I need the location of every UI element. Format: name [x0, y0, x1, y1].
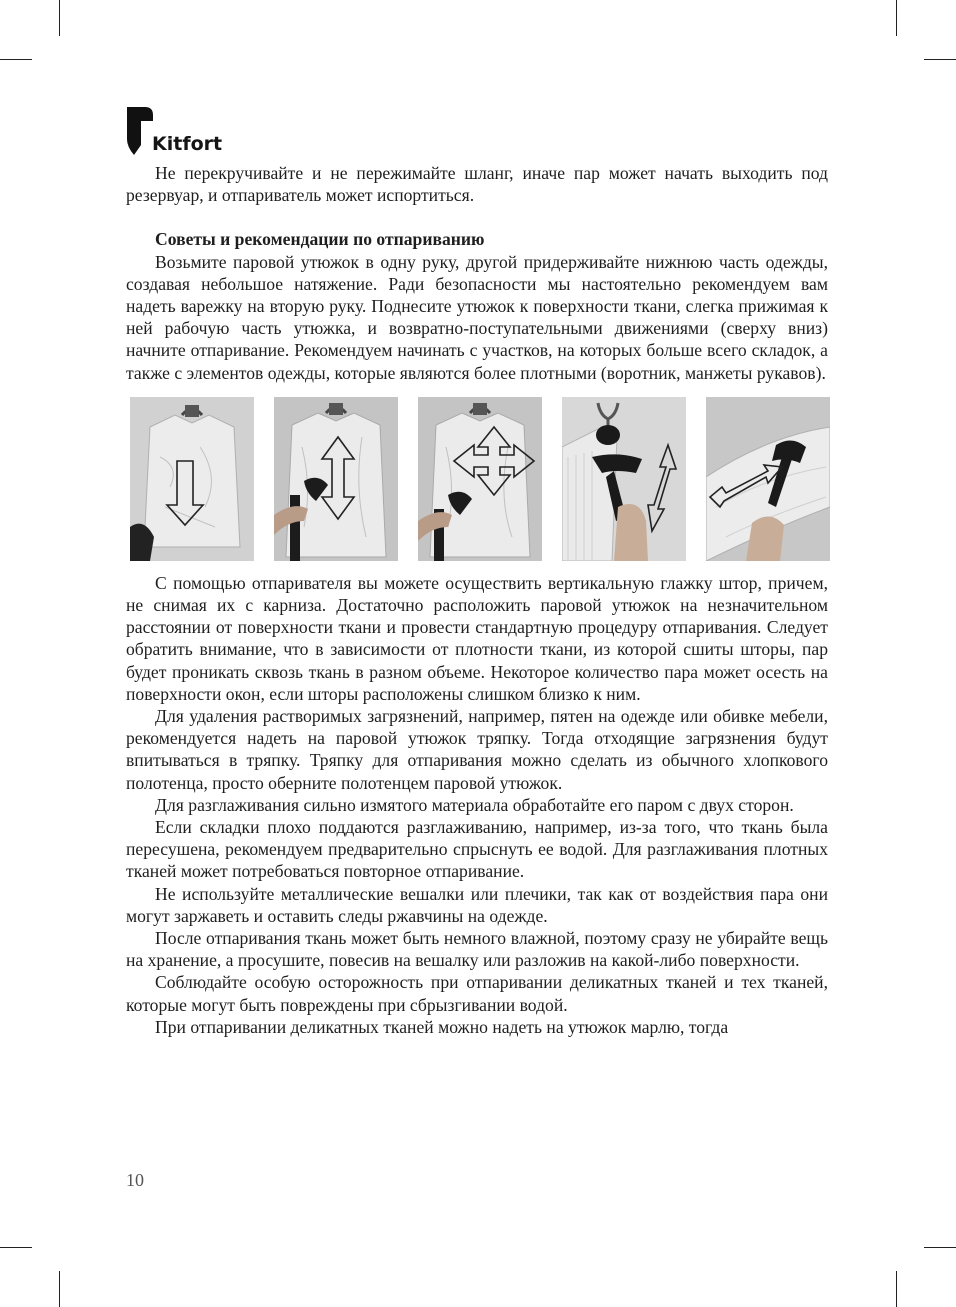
photo-shirt-up-down [274, 397, 398, 561]
crop-mark-left-bottom [0, 1247, 32, 1248]
brand-name: Kitfort [152, 133, 223, 155]
paragraph-creased: Для разглаживания сильно измятого материала обработайте его паром с двух сторон. [155, 794, 794, 815]
photo-shirt-down [130, 397, 254, 561]
paragraph-hangers: Не используйте металлические вешалки или плечики, так как от воздействия пара они могут заржаветь и оставить следы ржавчины на одежде. [126, 883, 828, 926]
crop-mark-left-top [0, 59, 32, 60]
page-number: 10 [126, 1170, 144, 1190]
crop-mark-right-top [924, 59, 956, 60]
photo-sleeve-diagonal [706, 397, 830, 561]
crop-mark-right-bottom [924, 1247, 956, 1248]
paragraph-folds: Если складки плохо поддаются разглаживанию, например, из-за того, что ткань была пересушена, рекомендуем предварительно спрыснуть ее водой. Для разглаживания плотных тканей может потребоваться повторное отпаривание. [126, 817, 828, 882]
paragraph-intro: Возьмите паровой утюжок в одну руку, другой придерживайте нижнюю часть одежды, создавая небольшое натяжение. Ради безопасности мы настоятельно рекомендуем вам надеть варежку на вторую руку. Поднесите утюжок к поверхности ткани, слегка прижимая к ней рабочую часть утюжка, и возвратно-поступательными движениями (сверху вниз) начните отпаривание. Рекомендуем начинать с участков, на которых больше всего складок, а также с элементов одежды, которые являются более плотными (воротник, манжеты рукавов). [126, 251, 828, 383]
shirt-arrow-up-down-icon [274, 397, 398, 561]
shirt-arrow-four-way-icon [418, 397, 542, 561]
paragraph-stains: Для удаления растворимых загрязнений, например, пятен на одежде или обивке мебели, рекомендуется надеть на паровой утюжок тряпку. Тогда отходящие загрязнения будут впитываться в тряпку. Тряпку для отпаривания можно сделать из обычного хлопкового полотенца, просто оберните полотенцем паровой утюжок. [126, 706, 828, 793]
crop-mark-top-left [59, 0, 60, 36]
section-heading: Советы и рекомендации по отпариванию [155, 229, 485, 250]
sleeve-arrow-diagonal-icon [706, 397, 830, 561]
paragraph-hose-warning: Не перекручивайте и не пережимайте шланг, иначе пар может начать выходить под резервуар, и отпариватель может испортиться. [126, 163, 828, 206]
photo-shirt-four-way [418, 397, 542, 561]
paragraph-gauze: При отпаривании деликатных тканей можно надеть на утюжок марлю, тогда [155, 1016, 729, 1037]
steaming-illustrations [128, 397, 828, 562]
photo-shirt-steamer [562, 397, 686, 561]
crop-mark-bottom-right [896, 1271, 897, 1307]
paragraph-drying: После отпаривания ткань может быть немного влажной, поэтому сразу не убирайте вещь на хранение, а просушите, повесив на вешалку или разложив на какой-либо поверхности. [126, 928, 828, 971]
crop-mark-bottom-left [59, 1271, 60, 1307]
crop-mark-top-right [896, 0, 897, 36]
page-content [126, 162, 828, 1038]
shirt-arrow-down-icon [130, 397, 254, 561]
paragraph-delicate: Соблюдайте особую осторожность при отпаривании деликатных тканей и тех тканей, которые могут быть повреждены при сбрызгивании водой. [126, 972, 828, 1015]
shirt-steamer-vertical-icon [562, 397, 686, 561]
paragraph-curtains: С помощью отпаривателя вы можете осуществить вертикальную глажку штор, причем, не снимая их с карниза. Достаточно расположить паровой утюжок на незначительном расстоянии от поверхности ткани и провести стандартную процедуру отпаривания. Следует обратить внимание, что в зависимости от плотности ткани, из которой сшиты шторы, пар будет проникать сквозь ткань в разном объеме. Некоторое количество пара может осесть на поверхности окон, если шторы расположены слишком близко к ним. [126, 572, 828, 704]
